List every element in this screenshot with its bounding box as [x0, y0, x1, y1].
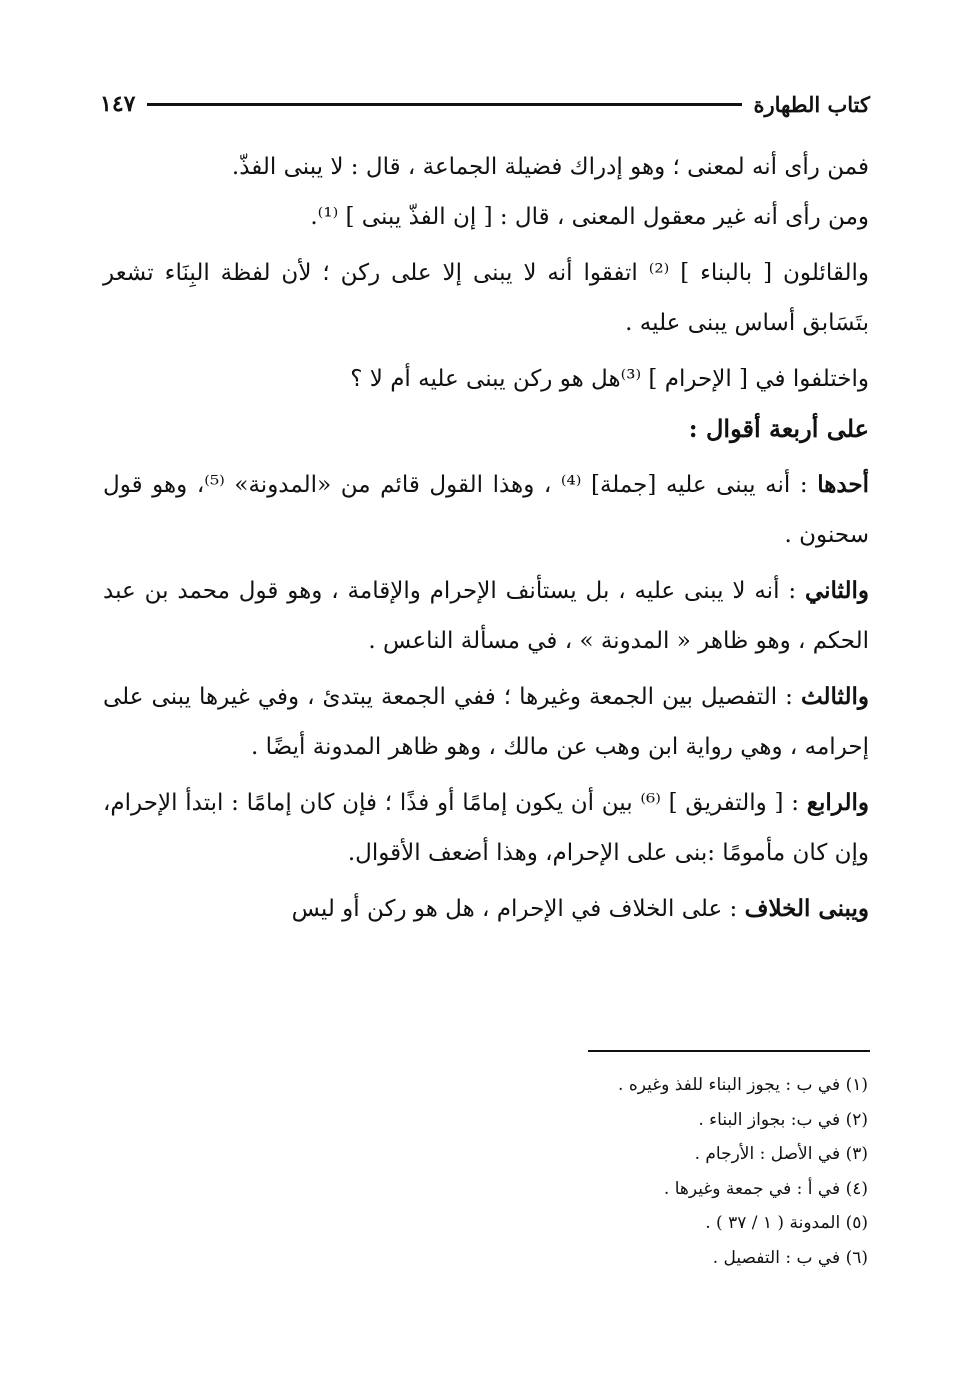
footnote-3: (٣) في الأصل : الأرجام . [694, 1144, 868, 1164]
footnote-2: (٢) في ب: بجواز البناء . [698, 1109, 868, 1130]
opinion-1-text: : أنه يبنى عليه [جملة] ⁽⁴⁾ ، وهذا القول قائم من «المدونة» ⁽⁵⁾، وهو قول سحنون . [103, 472, 869, 548]
paragraph-3: والقائلون [ بالبناء ] ⁽²⁾ اتفقوا أنه لا يبنى إلا على ركن ؛ لأن لفظة البِنَاء تشعر بتَسَابق أساس يبنى عليه . [103, 260, 869, 336]
running-header [100, 84, 870, 124]
footnote-separator [588, 1050, 870, 1052]
footnote-6: (٦) في ب : التفصيل . [712, 1247, 868, 1268]
paragraph-1: فمن رأى أنه لمعنى ؛ وهو إدراك فضيلة الجماعة ، قال : لا يبنى الفذّ. [231, 154, 869, 180]
paragraph-dispute [103, 884, 869, 934]
chapter-title: كتاب الطهارة [753, 91, 870, 117]
paragraph-opinion-2 [103, 566, 869, 666]
page-number: ١٤٧ [100, 91, 136, 117]
body-text [103, 142, 869, 934]
footnote-5: (٥) المدونة ( ١ / ٣٧ ) . [705, 1213, 868, 1233]
dispute-lead: ويبنى الخلاف [744, 895, 869, 922]
footnote-4: (٤) في أ : في جمعة وغيرها . [663, 1178, 868, 1199]
footnotes [300, 1068, 868, 1275]
section-heading: على أربعة أقوال : [688, 414, 869, 443]
dispute-text: : على الخلاف في الإحرام ، هل هو ركن أو ليس [291, 896, 745, 922]
opinion-2-text: : أنه لا يبنى عليه ، بل يستأنف الإحرام والإقامة ، وهو قول محمد بن عبد الحكم ، وهو ظاهر « المدونة » ، في مسألة الناعس . [103, 578, 869, 654]
opinion-2-lead: والثاني [804, 577, 869, 604]
paragraph-opinion-1 [103, 460, 869, 560]
paragraph-2: ومن رأى أنه غير معقول المعنى ، قال : [ إن الفذّ يبنى ] ⁽¹⁾. [310, 204, 869, 230]
opinion-3-text: : التفصيل بين الجمعة وغيرها ؛ ففي الجمعة يبتدئ ، وفي غيرها يبنى على إحرامه ، وهي رواية ابن وهب عن مالك ، وهو ظاهر المدونة أيضًا . [103, 684, 869, 760]
opinion-3-lead: والثالث [800, 683, 869, 710]
opinion-1-lead: أحدها [817, 471, 870, 498]
paragraph-4: واختلفوا في [ الإحرام ] ⁽³⁾هل هو ركن يبنى عليه أم لا ؟ [350, 366, 869, 392]
paragraph-opinion-4 [103, 778, 869, 878]
opinion-4-text: : [ والتفريق ] ⁽⁶⁾ بين أن يكون إمامًا أو فذًا ؛ فإن كان إمامًا : ابتدأ الإحرام، وإن كان مأمومًا :بنى على الإحرام، وهذا أضعف الأقوال. [103, 790, 869, 866]
header-rule [147, 103, 741, 106]
footnote-1: (١) في ب : يجوز البناء للفذ وغيره . [618, 1075, 868, 1095]
paragraph-opinion-3 [103, 672, 869, 772]
opinion-4-lead: والرابع [806, 789, 869, 816]
